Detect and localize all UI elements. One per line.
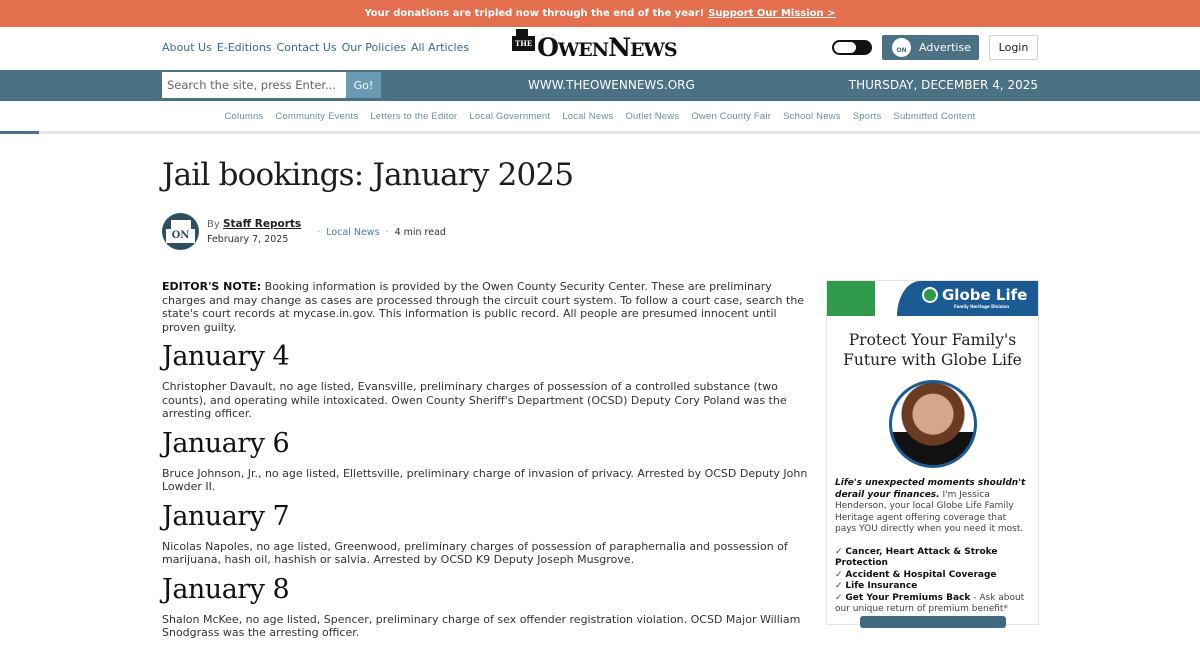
benefit-item: ✓ Life Insurance <box>835 581 918 591</box>
booking-entry: Shalon McKee, no age listed, Spencer, preliminary charge of sex offender registration violation. OCSD Major William Snodgrass was the arresting officer. <box>162 612 801 639</box>
read-time: 4 min read <box>394 227 446 238</box>
article-title: Jail bookings: January 2025 <box>162 157 574 193</box>
promo-text: Your donations are tripled now through the end of the year! <box>364 8 705 19</box>
nav-all-articles[interactable]: All Articles <box>410 41 470 54</box>
check-icon: ✓ <box>835 592 843 603</box>
ad-body: Life's unexpected moments shouldn't derail your finances. I'm Jessica Henderson, your local Globe Life Family Heritage agent offering coverage that pays YOU directly when you need it most. ✓ Cancer, Heart Attack & Stroke Protection ✓ Accident & Hospital Coverage ✓ Life Insurance ✓ Get Your Premiums Back - Ask about our unique return of premium benefit* <box>827 478 1038 616</box>
benefit-item: ✓ Accident & Hospital Coverage <box>835 569 997 580</box>
booking-entry: Bruce Johnson, Jr., no age listed, Ellettsville, preliminary charge of invasion of privacy. Arrested by OCSD Deputy John Lowder II. <box>162 466 808 493</box>
booking-entry: Nicolas Napoles, no age listed, Greenwood, preliminary charges of possession of paraphernalia and possession of marijuana, hash oil, hashish or salvia. Arrested by OCSD K9 Deputy Joseph Musgrove. <box>162 539 788 566</box>
article-body <box>162 280 818 646</box>
reading-progress-fill <box>0 131 39 134</box>
booking-entry: Christopher Davault, no age listed, Evansville, preliminary charges of possession of a controlled substance (two counts), and operating while intoxicated. Owen County Sheriff's Department (OCSD) Deputy Cory Poland was the arresting officer. <box>162 380 787 420</box>
editor-note: EDITOR'S NOTE: Booking information is provided by the Owen County Security Center. These are preliminary charges and may change as cases are processed through the circuit court system. To follow a court case, search the state's court records at mycase.in.gov. This information is public record. All people are presumed innocent until proven guilty. <box>162 280 805 334</box>
site-header <box>0 27 1200 70</box>
globe-icon <box>922 287 938 303</box>
author-link[interactable]: Staff Reports <box>222 218 302 230</box>
search-input[interactable] <box>162 72 346 98</box>
category-columns[interactable]: Columns <box>224 110 264 122</box>
ad-banner <box>827 281 1038 316</box>
section-heading: January 7 <box>162 500 290 532</box>
author-avatar[interactable]: ON <box>162 213 199 250</box>
publish-date: February 7, 2025 <box>207 234 289 245</box>
promo-banner <box>0 0 1200 27</box>
site-logo[interactable] <box>512 33 677 65</box>
current-date: THURSDAY, DECEMBER 4, 2025 <box>848 78 1038 92</box>
support-mission-link[interactable]: Support Our Mission > <box>708 8 836 19</box>
ad-brand: Globe Life <box>922 286 1027 304</box>
article-meta: · Local News · 4 min read <box>317 227 446 238</box>
benefit-item: ✓ Get Your Premiums Back - Ask about our unique return of premium benefit* <box>835 592 1025 614</box>
ad-headline: Protect Your Family's Future with Globe Life <box>843 331 1022 369</box>
section-heading: January 8 <box>162 573 290 605</box>
owen-news-icon: ON <box>892 38 911 57</box>
reading-progress-bar <box>0 131 1200 134</box>
dark-mode-toggle[interactable] <box>832 40 872 55</box>
search-go-button[interactable]: Go! <box>346 72 381 98</box>
site-url: WWW.THEOWENNEWS.ORG <box>528 78 695 92</box>
by-label: By <box>207 219 220 230</box>
category-submitted-content[interactable]: Submitted Content <box>893 110 976 122</box>
category-school-news[interactable]: School News <box>783 110 841 122</box>
nav-about-us[interactable]: About Us <box>162 41 212 54</box>
globe-life-ad[interactable] <box>826 280 1039 625</box>
category-outlet-news[interactable]: Outlet News <box>625 110 680 122</box>
benefit-item: ✓ Cancer, Heart Attack & Stroke Protection <box>835 546 998 568</box>
login-button[interactable]: Login <box>989 35 1038 60</box>
check-icon: ✓ <box>835 546 843 557</box>
check-icon: ✓ <box>835 569 843 580</box>
category-letters-to-the-editor[interactable]: Letters to the Editor <box>370 110 458 122</box>
ad-brand-sub: Family Heritage Division <box>954 304 1010 309</box>
category-local-government[interactable]: Local Government <box>469 110 551 122</box>
article-category-link[interactable]: Local News <box>326 227 380 238</box>
ad-cta-button[interactable] <box>860 616 1006 628</box>
category-sports[interactable]: Sports <box>852 110 882 122</box>
logo-name: OWENNEWS <box>537 33 677 62</box>
byline <box>162 213 446 250</box>
section-heading: January 4 <box>162 341 290 372</box>
section-heading: January 6 <box>162 427 290 459</box>
author-block <box>207 218 301 245</box>
advertise-label: Advertise <box>919 41 971 54</box>
nav-contact-us[interactable]: Contact Us <box>276 41 337 54</box>
category-nav <box>0 101 1200 131</box>
logo-the: THE <box>512 36 535 51</box>
search-bar <box>0 70 1200 101</box>
nav-e-editions[interactable]: E-Editions <box>216 41 272 54</box>
category-community-events[interactable]: Community Events <box>275 110 359 122</box>
nav-our-policies[interactable]: Our Policies <box>341 41 406 54</box>
top-nav <box>162 41 469 54</box>
check-icon: ✓ <box>835 581 843 591</box>
benefit-list <box>835 547 1030 616</box>
category-owen-county-fair[interactable]: Owen County Fair <box>691 110 772 122</box>
advertise-button[interactable] <box>882 35 979 60</box>
agent-photo <box>889 380 977 468</box>
category-local-news[interactable]: Local News <box>562 110 614 122</box>
